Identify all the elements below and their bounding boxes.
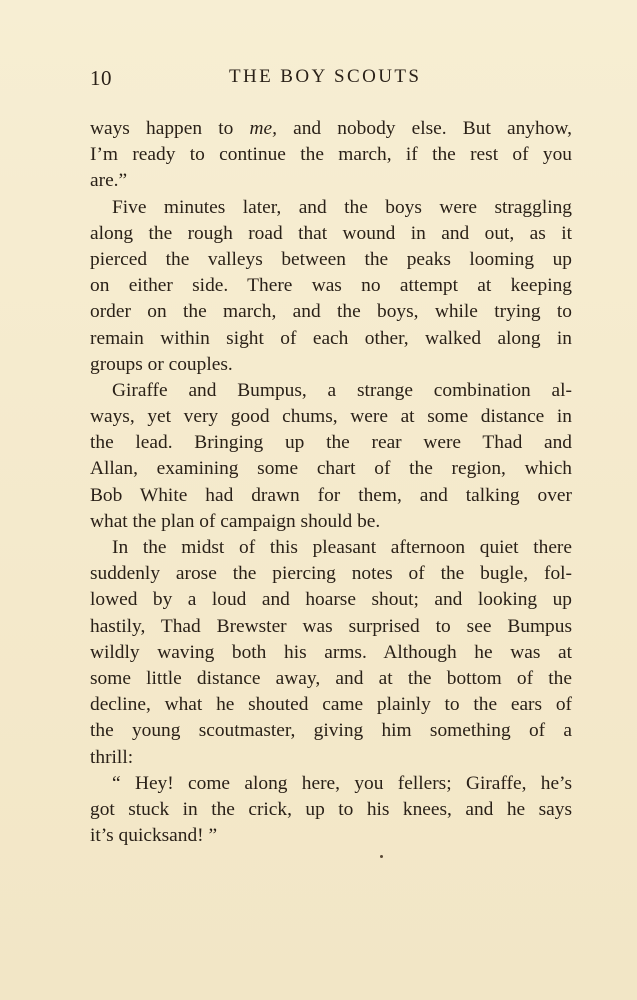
paragraph-end-line: what the plan of campaign should be. (90, 510, 381, 532)
paragraph-end-line: are.” (90, 170, 128, 192)
text-line: decline, what he shouted came plainly to the ears of (90, 694, 572, 716)
running-head (90, 66, 572, 96)
text-line: order on the march, and the boys, while trying to (90, 301, 572, 323)
body-text (90, 116, 572, 849)
running-title: THE BOY SCOUTS (229, 66, 422, 87)
paragraph-end-line: groups or couples. (90, 353, 233, 375)
paragraph-end-line: it’s quicksand! ” (90, 825, 218, 847)
text-line: Bob White had drawn for them, and talking over (90, 484, 572, 506)
paragraph-first-line: “ Hey! come along here, you fellers; Giraffe, he’s (112, 772, 572, 794)
text-line: got stuck in the crick, up to his knees, and he says (90, 798, 572, 820)
text-line: lowed by a loud and hoarse shout; and looking up (90, 589, 572, 611)
text-line: the lead. Bringing up the rear were Thad and (90, 432, 572, 454)
italic-word: me, (249, 118, 277, 139)
text-line: suddenly arose the piercing notes of the bugle, fol- (90, 563, 572, 585)
text-line: wildly waving both his arms. Although he was at (90, 641, 572, 663)
text-line: some little distance away, and at the bottom of the (90, 667, 572, 689)
text-line: I’m ready to continue the march, if the rest of you (90, 144, 572, 166)
text-line: the young scoutmaster, giving him something of a (90, 720, 572, 742)
text-line: along the rough road that wound in and out, as it (90, 222, 572, 244)
text-line: ways, yet very good chums, were at some distance in (90, 406, 572, 428)
page-number: 10 (90, 66, 112, 90)
text-line: hastily, Thad Brewster was surprised to see Bumpus (90, 615, 572, 637)
text-line: Allan, examining some chart of the region, which (90, 458, 572, 480)
paragraph-end-line: thrill: (90, 746, 134, 768)
paragraph-first-line: Giraffe and Bumpus, a strange combination al- (112, 379, 572, 401)
paragraph-first-line: Five minutes later, and the boys were straggling (112, 196, 572, 218)
paragraph-first-line: In the midst of this pleasant afternoon quiet there (112, 537, 572, 558)
ink-speck (380, 855, 383, 858)
text-line: remain within sight of each other, walked along in (90, 327, 572, 349)
text-line: pierced the valleys between the peaks looming up (90, 248, 572, 270)
text-line: ways happen to me, and nobody else. But anyhow, (90, 118, 572, 139)
text-line: on either side. There was no attempt at keeping (90, 275, 572, 297)
